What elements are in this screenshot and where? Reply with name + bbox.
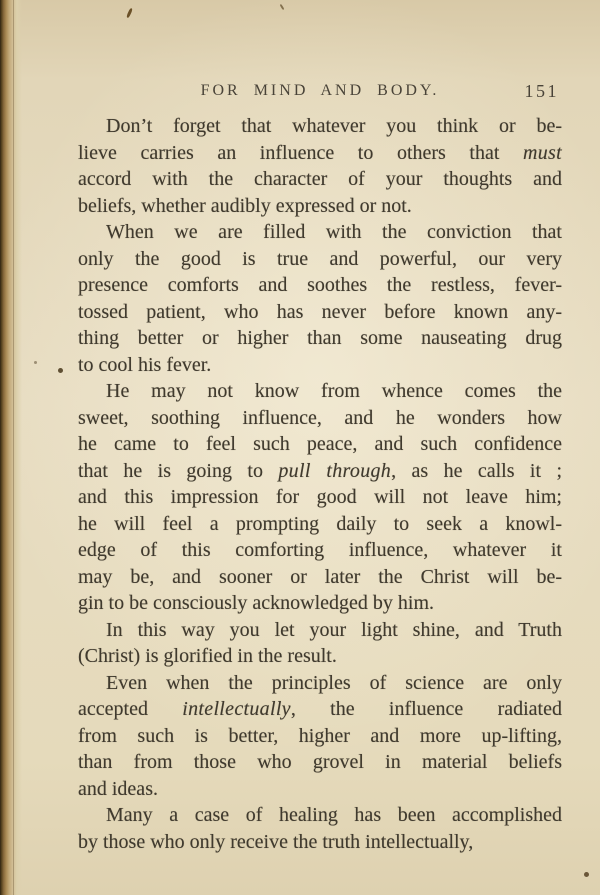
text-line: thing better or higher than some nauseating drug [78, 327, 562, 349]
text-line: In this way you let your light shine, and Truth [106, 618, 562, 641]
text-line: lieve carries an influence to others that must [78, 141, 562, 164]
page-header [78, 82, 562, 104]
text-line: Even when the principles of science are only [106, 671, 562, 694]
book-binding-edge [0, 0, 22, 895]
text-line: (Christ) is glorified in the result. [78, 645, 337, 667]
text-line: tossed patient, who has never before known any- [78, 300, 562, 323]
scan-speck [126, 8, 133, 18]
scan-speck [34, 361, 37, 364]
text-line: and this impression for good will not leave him; [78, 486, 562, 508]
text-line: that he is going to pull through, as he calls it ; [78, 459, 563, 482]
text-line: beliefs, whether audibly expressed or not. [78, 194, 412, 217]
text-line: to cool his fever. [78, 353, 212, 376]
text-line: from such is better, higher and more up-lifting, [78, 724, 562, 747]
text-line: only the good is true and powerful, our very [78, 247, 562, 270]
text-line: may be, and sooner or later the Christ will be- [78, 565, 562, 588]
text-line: accepted intellectually, the influence radiated [78, 698, 562, 720]
text-line: by those who only receive the truth intellectually, [78, 830, 474, 853]
text-line: he will feel a prompting daily to seek a knowl- [78, 512, 562, 535]
text-line: edge of this comforting influence, whatever it [78, 539, 562, 561]
text-line: and ideas. [78, 777, 158, 800]
text-line: presence comforts and soothes the restless, fever- [78, 274, 562, 296]
text-line: When we are filled with the conviction that [106, 221, 562, 243]
page-body-text [78, 113, 562, 855]
text-line: sweet, soothing influence, and he wonders how [78, 406, 562, 429]
text-line: than from those who grovel in material beliefs [78, 751, 562, 773]
running-title: FOR MIND AND BODY. [200, 82, 440, 99]
text-line: Many a case of healing has been accomplished [106, 804, 562, 826]
scan-speck [280, 4, 285, 10]
scan-speck [58, 368, 63, 373]
text-line: he came to feel such peace, and such confidence [78, 433, 562, 455]
text-line: He may not know from whence comes the [106, 380, 562, 402]
text-line: gin to be consciously acknowledged by him. [78, 592, 435, 614]
scan-speck [584, 872, 589, 877]
text-line: accord with the character of your thoughts and [78, 168, 562, 190]
text-line: Don’t forget that whatever you think or be- [106, 115, 562, 137]
page-number: 151 [524, 81, 559, 101]
